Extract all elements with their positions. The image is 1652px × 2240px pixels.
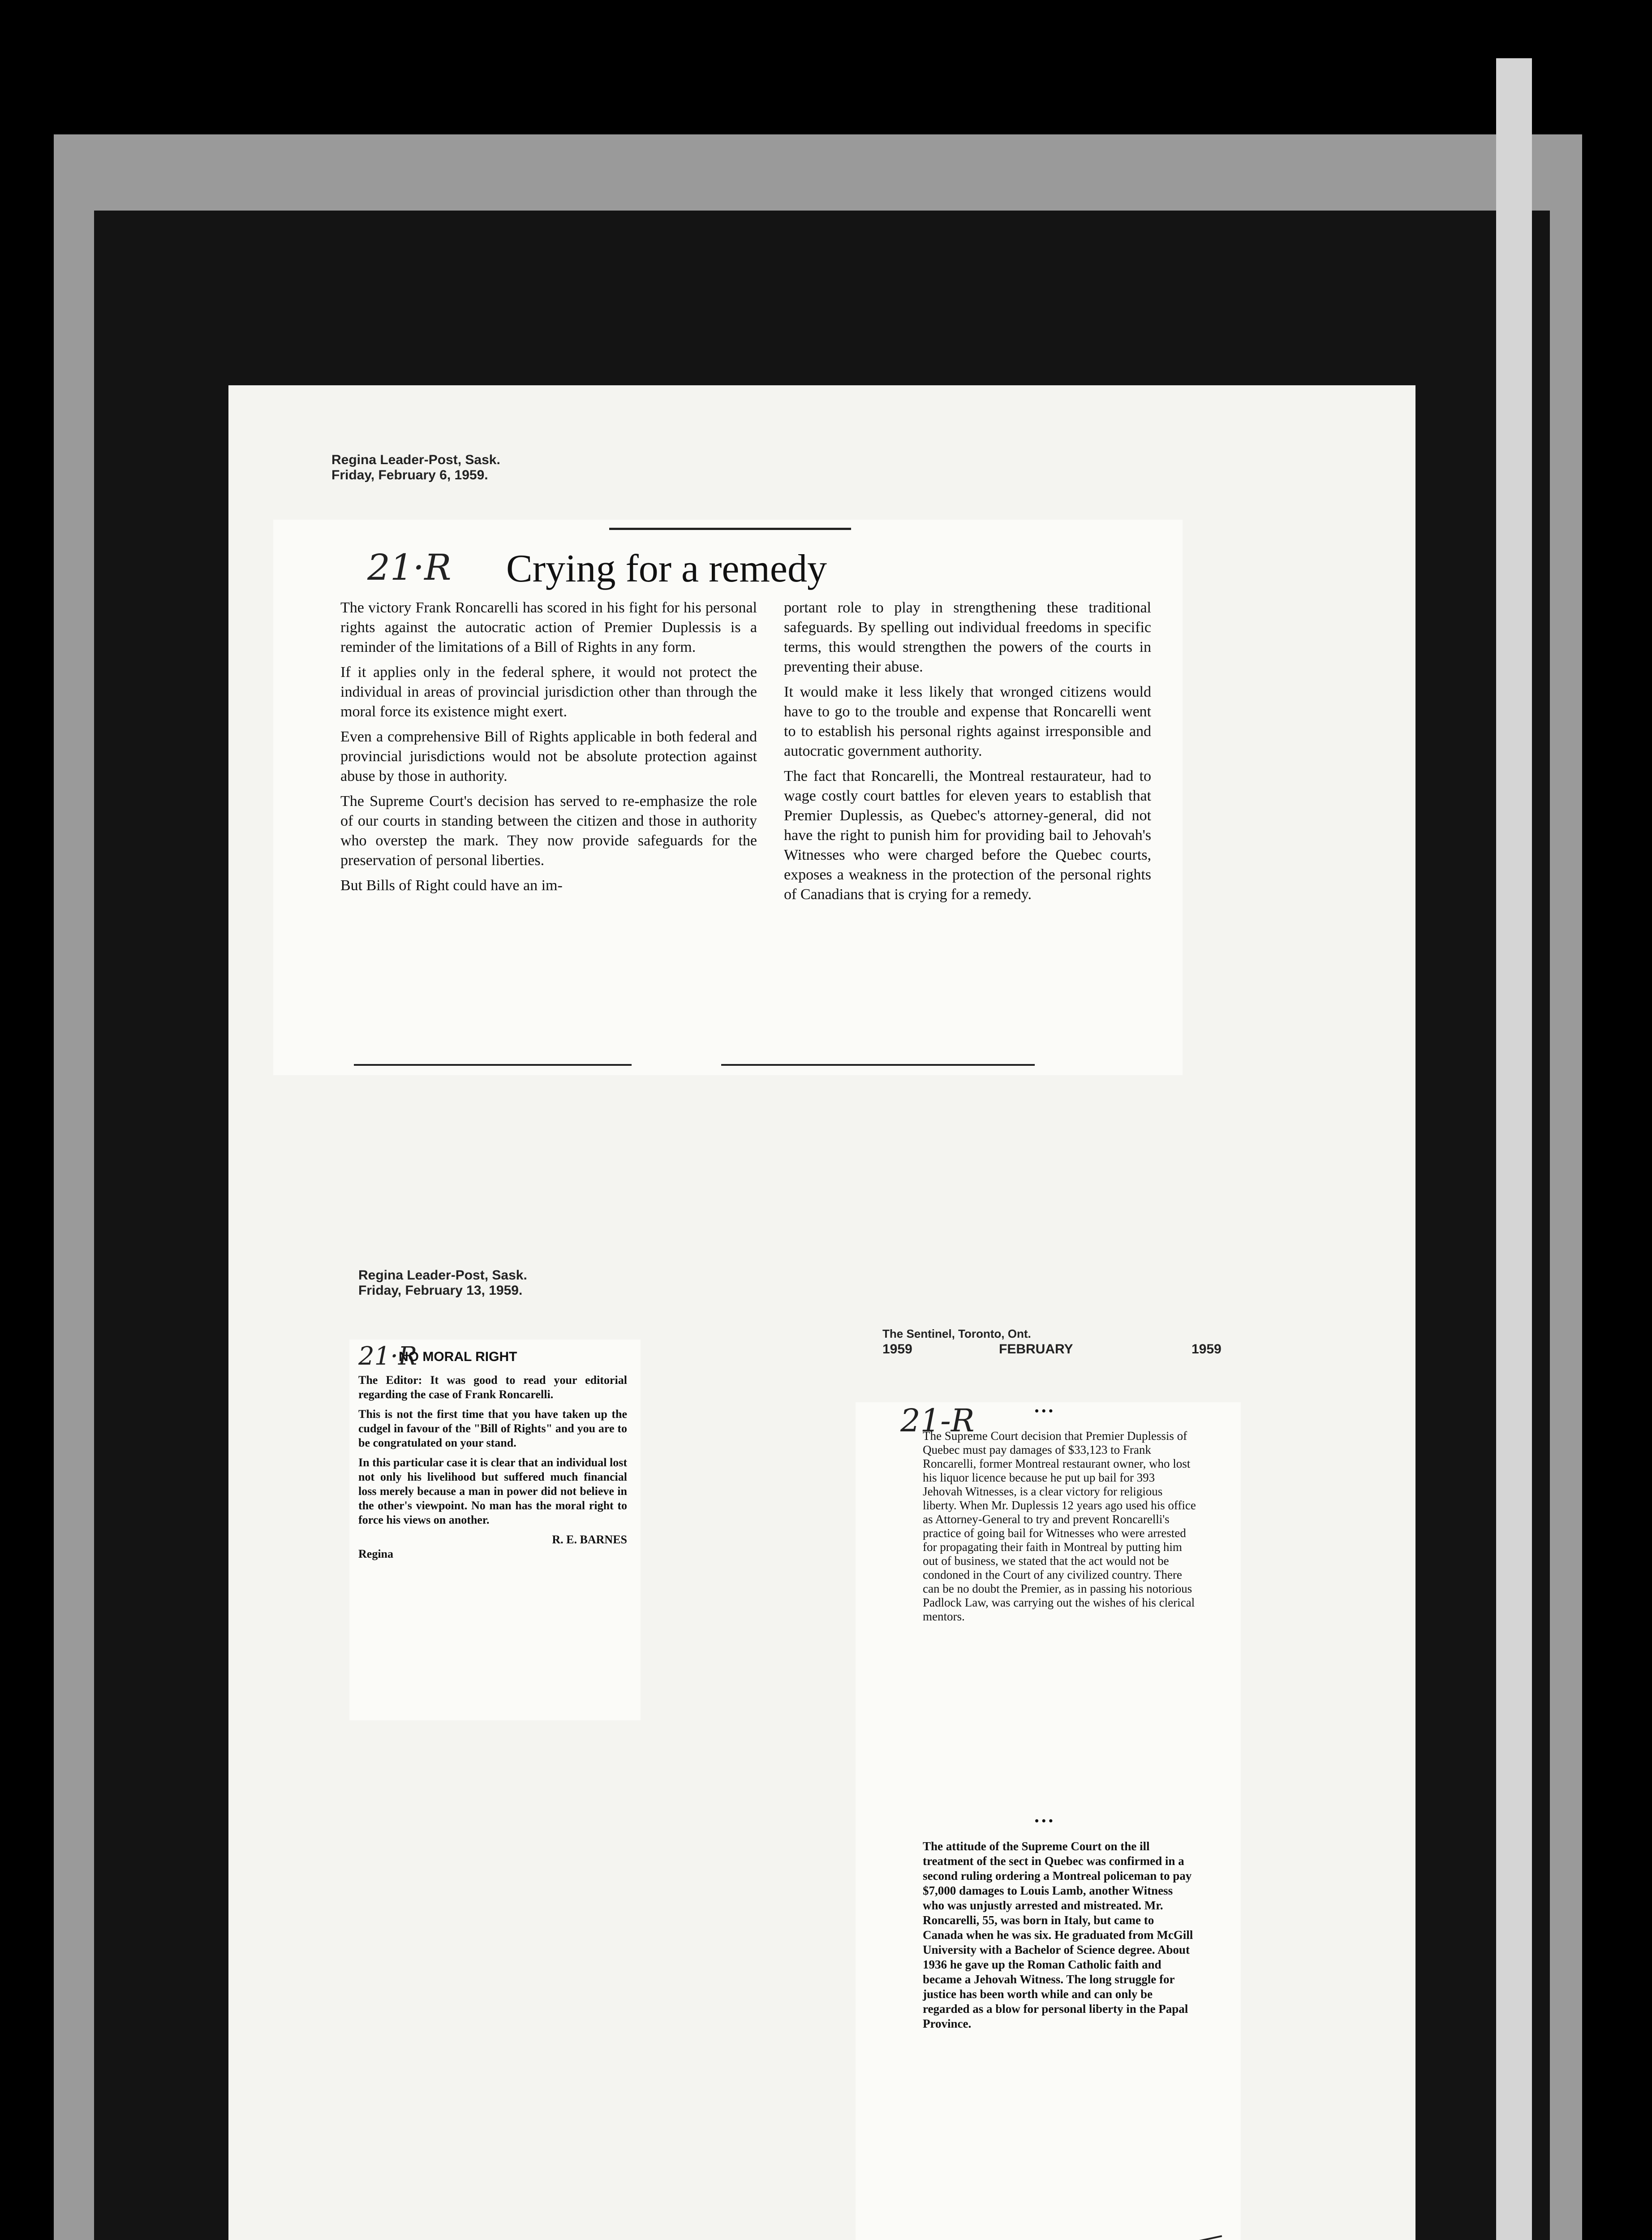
article2-place: Regina <box>358 1547 393 1560</box>
article1-col1-para: The Supreme Court's decision has served to re-emphasize the role of our courts in standing between the citizen and those in authority who overstep the mark. They now provide safeguards for the preservation of personal liberties. <box>340 793 757 869</box>
article1-bottom-rule <box>354 1064 632 1066</box>
article3-separator: • • • <box>1035 1814 1053 1827</box>
article1-source-line2: Friday, February 6, 1959. <box>331 468 488 482</box>
article3-paragraph1: The Supreme Court decision that Premier Duplessis of Quebec must pay damages of $33,123 to Frank Roncarelli, former Montreal restaurant owner, who lost his liquor licence because he put up bail for 393 Jehovah Witnesses, is a clear victory for religious liberty. When Mr. Duplessis 12 years ago used his office as Attorney-General to try and prevent Roncarelli's practice of going bail for Witnesses who were arrested for propagating their faith in Montreal by putting him out of business, we stated that the act would not be condoned in the Court of any civilized country. There can be no doubt the Premier, as in passing his notorious Padlock Law, was carrying out the wishes of his clerical mentors. <box>923 1429 1196 1623</box>
article1-column-2 <box>784 598 1151 910</box>
article3-paragraph2: The attitude of the Supreme Court on the ill treatment of the sect in Quebec was confirmed in a second ruling ordering a Montreal policeman to pay $7,000 damages to Louis Lamb, another Witness who was unjustly arrested and mistreated. Mr. Roncarelli, 55, was born in Italy, but came to Canada when he was six. He graduated from McGill University with a Bachelor of Science degree. About 1936 he gave up the Roman Catholic faith and became a Jehovah Witness. The long struggle for justice has been worth while and can only be regarded as a blow for personal liberty in the Papal Province. <box>923 1839 1193 2030</box>
article3-month: FEBRUARY <box>999 1342 1073 1357</box>
article1-col1-para: The victory Frank Roncarelli has scored in his fight for his personal rights against the autocratic action of Premier Duplessis is a reminder of the limitations of a Bill of Rights in any form. <box>340 599 757 655</box>
article2-source-line1: Regina Leader-Post, Sask. <box>358 1268 527 1283</box>
article1-column-1 <box>340 598 757 901</box>
article2-signature: R. E. BARNES <box>552 1533 627 1546</box>
article1-col1-para: Even a comprehensive Bill of Rights applicable in both federal and provincial jurisdictions would not be absolute protection against abuse by those in authority. <box>340 728 757 784</box>
article1-source-line1: Regina Leader-Post, Sask. <box>331 452 500 467</box>
article2-handwritten-note: 21·R <box>358 1342 417 1371</box>
article3-year-right: 1959 <box>1192 1342 1222 1357</box>
article1-col2-para: portant role to play in strengthening these traditional safeguards. By spelling out individual freedoms in specific terms, this would strengthen the powers of the courts in preventing their abuse. <box>784 599 1151 675</box>
article1-clipping <box>273 520 1183 1075</box>
article3-source-name: The Sentinel, Toronto, Ont. <box>882 1327 1031 1340</box>
article1-headline: Crying for a remedy <box>506 547 827 590</box>
article3-handwritten-note: 21-R <box>900 1402 975 1439</box>
article1-source <box>331 452 500 483</box>
article3-pen-stroke <box>1134 2235 1222 2240</box>
article2-source <box>358 1268 527 1298</box>
article3-separator: • • • <box>1035 1404 1053 1417</box>
article3-clipping <box>856 1402 1241 2240</box>
article1-col2-para: The fact that Roncarelli, the Montreal restaurateur, had to wage costly court battles for eleven years to establish that Premier Duplessis, as Quebec's attorney-general, did not have the right to punish him for providing bail to Jehovah's Witnesses who were charged before the Quebec courts, exposes a weakness in the protection of the personal rights of Canadians that is crying for a remedy. <box>784 768 1151 903</box>
article1-top-rule <box>609 528 851 530</box>
article1-bottom-rule <box>721 1064 1035 1066</box>
article2-body <box>358 1373 627 1561</box>
article2-clipping <box>349 1340 641 1720</box>
article1-col2-para: It would make it less likely that wronged citizens would have to go to the trouble and expense that Roncarelli went to to establish his personal rights against irresponsible and autocratic government authority. <box>784 684 1151 759</box>
frame-right-edge <box>1496 58 1532 2240</box>
article2-source-line2: Friday, February 13, 1959. <box>358 1283 523 1298</box>
scrapbook-page <box>228 385 1415 2240</box>
article2-para: In this particular case it is clear that an individual lost not only his livelihood but suffered much financial loss merely because a man in power did not believe in the other's viewpoint. No man has the moral right to force his views on another. <box>358 1456 627 1526</box>
article2-para: The Editor: It was good to read your editorial regarding the case of Frank Roncarelli. <box>358 1374 627 1401</box>
article1-col1-para: But Bills of Right could have an im- <box>340 877 563 894</box>
article2-headline: NO MORAL RIGHT <box>399 1349 517 1364</box>
article1-handwritten-note: 21·R <box>367 547 452 588</box>
article1-col1-para: If it applies only in the federal sphere, it would not protect the individual in areas of provincial jurisdiction other than through the moral force its existence might exert. <box>340 664 757 720</box>
article3-year: 1959 <box>882 1342 912 1357</box>
article2-para: This is not the first time that you have taken up the cudgel in favour of the "Bill of Rights" and you are to be congratulated on your stand. <box>358 1408 627 1449</box>
